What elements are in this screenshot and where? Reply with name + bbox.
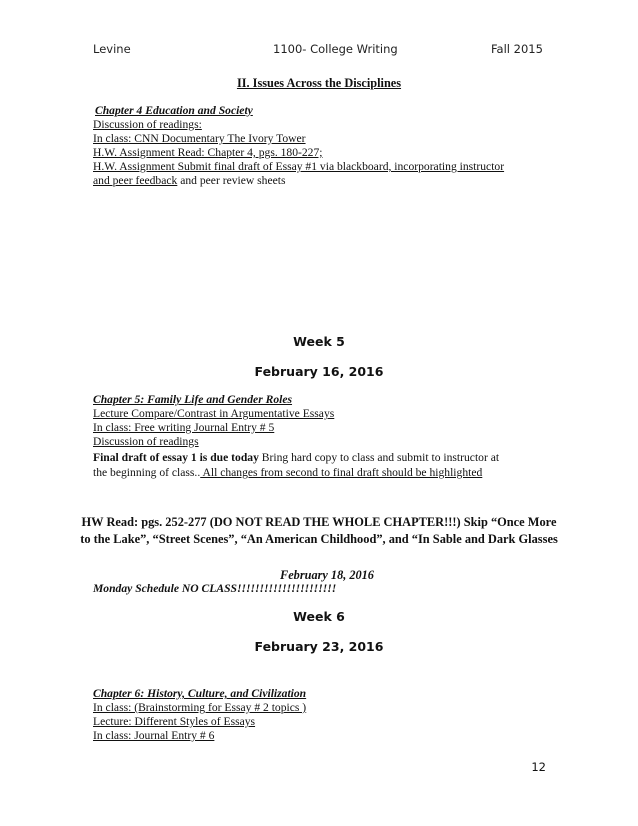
chapter5-final-rest: Bring hard copy to class and submit to instructor at: [258, 451, 500, 464]
chapter5-final-line: [93, 451, 499, 465]
feb18-note: Monday Schedule NO CLASS!!!!!!!!!!!!!!!!!!!!!!: [93, 582, 337, 595]
chapter4-line-5: [93, 174, 286, 188]
week6-date: February 23, 2016: [254, 639, 384, 654]
chapter4-line-2: In class: CNN Documentary The Ivory Tower: [93, 132, 306, 145]
chapter6-line-2: Lecture: Different Styles of Essays: [93, 715, 256, 728]
chapter4-line-3: H.W. Assignment Read: Chapter 4, pgs. 180-227;: [93, 146, 323, 159]
week5-date: February 16, 2016: [254, 364, 384, 379]
chapter4-line-4: H.W. Assignment Submit final draft of Essay #1 via blackboard, incorporating instructor: [93, 160, 505, 173]
chapter5-last-plain: the beginning of class..: [93, 466, 201, 479]
section-title: II. Issues Across the Disciplines: [236, 76, 402, 90]
chapter6-title: Chapter 6: History, Culture, and Civilization: [93, 687, 307, 700]
chapter4-title: Chapter 4 Education and Society: [95, 104, 253, 117]
chapter5-line-1: Lecture Compare/Contrast in Argumentative Essays: [93, 407, 335, 420]
feb18-date: February 18, 2016: [280, 568, 374, 582]
chapter5-title: Chapter 5: Family Life and Gender Roles: [93, 393, 293, 406]
chapter4-line-1: Discussion of readings:: [93, 118, 202, 131]
chapter5-line-2: In class: Free writing Journal Entry # 5: [93, 421, 275, 434]
chapter5-line-3: Discussion of readings: [93, 435, 199, 448]
week6-label: Week 6: [293, 609, 345, 624]
week5-label: Week 5: [293, 334, 345, 349]
chapter4-line-5-underlined: and peer feedback: [93, 174, 178, 187]
chapter5-last-underlined: All changes from second to final draft should be highlighted: [200, 466, 483, 479]
chapter4-line-5-tail: and peer review sheets: [177, 174, 286, 187]
header-term: Fall 2015: [491, 42, 543, 56]
chapter6-line-1: In class: (Brainstorming for Essay # 2 topics ): [93, 701, 307, 714]
header-course: 1100- College Writing: [273, 42, 398, 56]
chapter5-final-bold: Final draft of essay 1 is due today: [93, 451, 259, 464]
chapter6-line-3: In class: Journal Entry # 6: [93, 729, 215, 742]
page-number: 12: [531, 760, 546, 774]
hw-read-paragraph: HW Read: pgs. 252-277 (DO NOT READ THE WHOLE CHAPTER!!!) Skip “Once More to the Lake”, “Street Scenes”, “An American Childhood”, and “In Sable and Dark Glasses: [80, 515, 558, 546]
header-author: Levine: [93, 42, 131, 56]
chapter5-last-line: [93, 466, 482, 480]
